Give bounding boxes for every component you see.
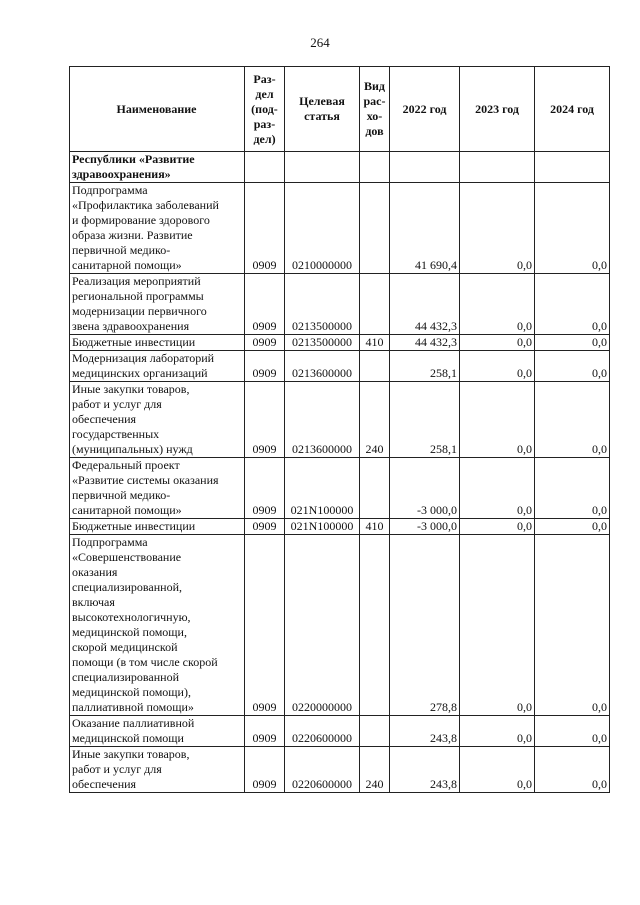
cell-2024 — [535, 152, 610, 183]
cell-2023: 0,0 — [460, 351, 535, 382]
cell-expense — [360, 535, 390, 716]
cell-expense — [360, 274, 390, 335]
cell-expense — [360, 152, 390, 183]
cell-section: 0909 — [245, 458, 285, 519]
cell-section: 0909 — [245, 519, 285, 535]
cell-expense — [360, 351, 390, 382]
column-header-section — [245, 67, 285, 152]
cell-name: Бюджетные инвестиции — [70, 335, 245, 351]
cell-2023: 0,0 — [460, 747, 535, 793]
column-header-expense-label: Вид рас- хо- дов — [363, 79, 386, 138]
cell-2024: 0,0 — [535, 535, 610, 716]
column-header-name: Наименование — [70, 67, 245, 152]
cell-2023 — [460, 152, 535, 183]
cell-name: Бюджетные инвестиции — [70, 519, 245, 535]
cell-section: 0909 — [245, 535, 285, 716]
cell-target: 0213600000 — [285, 382, 360, 458]
cell-2023: 0,0 — [460, 274, 535, 335]
cell-expense: 240 — [360, 382, 390, 458]
column-header-2024: 2024 год — [535, 67, 610, 152]
table-row — [70, 382, 610, 458]
cell-2024: 0,0 — [535, 458, 610, 519]
budget-table — [69, 66, 610, 793]
cell-expense — [360, 183, 390, 274]
cell-name: Модернизация лабораторий медицинских организаций — [70, 351, 245, 382]
cell-2024: 0,0 — [535, 351, 610, 382]
cell-section: 0909 — [245, 382, 285, 458]
cell-name: Иные закупки товаров, работ и услуг для обеспечения — [70, 747, 245, 793]
table-row — [70, 152, 610, 183]
column-header-target-label: Целевая статья — [299, 94, 345, 123]
cell-name: Республики «Развитие здравоохранения» — [70, 152, 245, 183]
cell-expense: 240 — [360, 747, 390, 793]
cell-2023: 0,0 — [460, 535, 535, 716]
cell-2024: 0,0 — [535, 335, 610, 351]
cell-2022: 278,8 — [390, 535, 460, 716]
cell-expense: 410 — [360, 519, 390, 535]
table-body — [70, 152, 610, 793]
header-row — [70, 67, 610, 152]
cell-2024: 0,0 — [535, 716, 610, 747]
cell-target — [285, 152, 360, 183]
cell-2023: 0,0 — [460, 519, 535, 535]
page-number: 264 — [310, 35, 330, 50]
cell-2024: 0,0 — [535, 183, 610, 274]
cell-2023: 0,0 — [460, 183, 535, 274]
cell-target: 0213500000 — [285, 274, 360, 335]
table-row — [70, 351, 610, 382]
cell-name: Реализация мероприятий региональной программы модернизации первичного звена здравоохранения — [70, 274, 245, 335]
table-row — [70, 274, 610, 335]
cell-2024: 0,0 — [535, 382, 610, 458]
cell-2022: 243,8 — [390, 716, 460, 747]
cell-2022 — [390, 152, 460, 183]
cell-2023: 0,0 — [460, 458, 535, 519]
cell-target: 0220000000 — [285, 535, 360, 716]
cell-2022: 258,1 — [390, 382, 460, 458]
cell-target: 0213500000 — [285, 335, 360, 351]
cell-name: Подпрограмма «Профилактика заболеваний и формирование здорового образа жизни. Развитие первичной медико- санитарной помощи» — [70, 183, 245, 274]
table-row — [70, 458, 610, 519]
cell-section: 0909 — [245, 716, 285, 747]
cell-target: 021N100000 — [285, 458, 360, 519]
column-header-2022: 2022 год — [390, 67, 460, 152]
cell-target: 0220600000 — [285, 716, 360, 747]
cell-name: Подпрограмма «Совершенствование оказания специализированной, включая высокотехнологичную, медицинской помощи, скорой медицинской помощи (в том числе скорой специализированной медицинской помощи), паллиативной помощи» — [70, 535, 245, 716]
cell-2024: 0,0 — [535, 274, 610, 335]
column-header-2023: 2023 год — [460, 67, 535, 152]
table-row — [70, 335, 610, 351]
column-header-expense — [360, 67, 390, 152]
cell-2024: 0,0 — [535, 519, 610, 535]
cell-expense — [360, 458, 390, 519]
cell-name: Федеральный проект «Развитие системы оказания первичной медико- санитарной помощи» — [70, 458, 245, 519]
cell-section: 0909 — [245, 335, 285, 351]
cell-2023: 0,0 — [460, 335, 535, 351]
column-header-section-label: Раз- дел (под- раз- дел) — [251, 71, 278, 146]
cell-2023: 0,0 — [460, 716, 535, 747]
cell-section: 0909 — [245, 747, 285, 793]
cell-2022: 41 690,4 — [390, 183, 460, 274]
cell-2022: 243,8 — [390, 747, 460, 793]
cell-section — [245, 152, 285, 183]
cell-2022: 44 432,3 — [390, 274, 460, 335]
column-header-target — [285, 67, 360, 152]
cell-target: 0213600000 — [285, 351, 360, 382]
table-row — [70, 535, 610, 716]
cell-name: Иные закупки товаров, работ и услуг для обеспечения государственных (муниципальных) нужд — [70, 382, 245, 458]
table-row — [70, 747, 610, 793]
cell-2022: 258,1 — [390, 351, 460, 382]
cell-2022: 44 432,3 — [390, 335, 460, 351]
cell-expense: 410 — [360, 335, 390, 351]
cell-2022: -3 000,0 — [390, 458, 460, 519]
cell-target: 021N100000 — [285, 519, 360, 535]
cell-section: 0909 — [245, 351, 285, 382]
table-row — [70, 183, 610, 274]
cell-target: 0210000000 — [285, 183, 360, 274]
cell-expense — [360, 716, 390, 747]
table-row — [70, 716, 610, 747]
cell-2022: -3 000,0 — [390, 519, 460, 535]
cell-target: 0220600000 — [285, 747, 360, 793]
cell-name: Оказание паллиативной медицинской помощи — [70, 716, 245, 747]
cell-2023: 0,0 — [460, 382, 535, 458]
cell-2024: 0,0 — [535, 747, 610, 793]
cell-section: 0909 — [245, 183, 285, 274]
table-row — [70, 519, 610, 535]
cell-section: 0909 — [245, 274, 285, 335]
